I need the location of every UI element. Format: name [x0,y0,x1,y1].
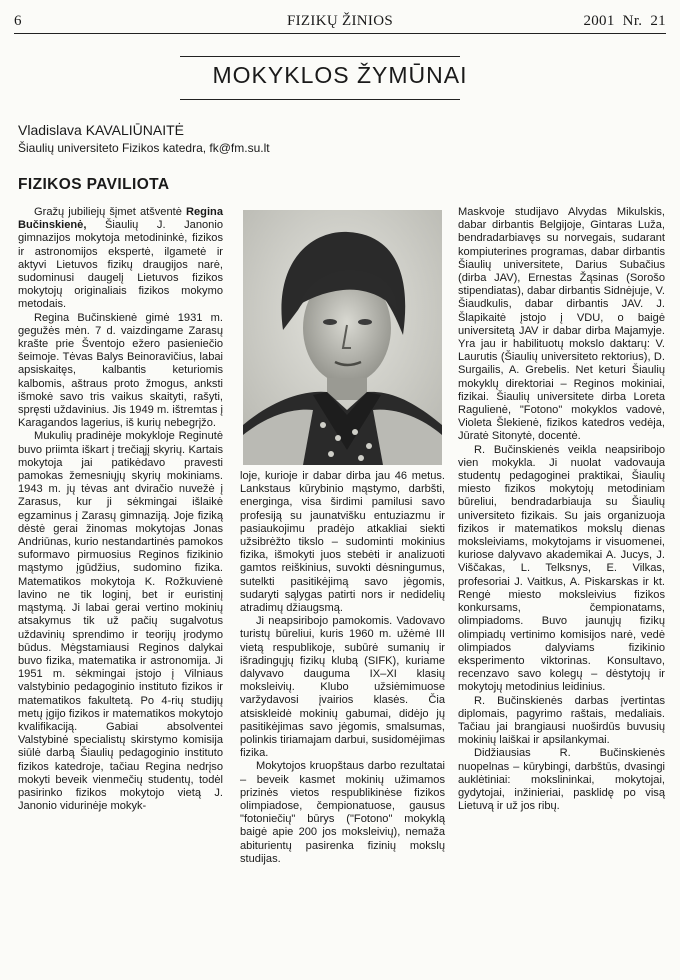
section-rule-top [180,56,460,57]
paragraph: Didžiausias R. Bučinskienės nuopelnas – kūrybingi, darbštūs, dvasingi auklėtiniai: mokslininkai, mokytojai, gydytojai, inžinieriai, pasklidę po visą Lietuvą ir už jos ribų. [458,747,665,813]
issue-label: 2001 Nr. 21 [583,13,666,29]
paragraph-rest: Šiaulių J. Janonio gimnazijos mokytoja metodininkė, fizikos ir astronomijos ekspertė, ilgametė ir aktyvi Lietuvos fizikų draugijos narė, sudominusi daugelį Lietuvos fizikos mokytojų originaliais fizikos mokymo metodais. [18,219,223,311]
paragraph: loje, kurioje ir dabar dirba jau 46 metus. Lankstaus kūrybinio mąstymo, darbšti, energinga, visa širdimi pamilusi savo profesiją su jaunatvišku entuziazmu ir pasiaukojimu pradėjo atkakliai siekti užsibrėžto tikslo – sudominti mokinius fizika, išmokyti juos stebėti ir analizuoti gamtos reiškinius, suvokti dėsningumus, sutelkti pasitikėjimą savo jėgomis, sudaryti sąlygas patirti nors ir nedidelių atradimų džiaugsmą. [240,470,445,615]
text-column-3 [458,206,665,813]
paragraph: Ji neapsiribojo pamokomis. Vadovavo turistų būreliui, kuris 1960 m. užėmė III vietą respublikoje, subūrė sumanių ir išradingųjų fizikų klubą (SIFK), kuriame dalyvavo dauguma IX–XI klasių moksleivių. Klubo užsiėmimuose varžydavosi įvairios klasės. Čia atsiskleidė mokinių gabumai, didėjo jų pasitikėjimas savo jėgomis, smalsumas, polinkis tiriamajam darbui, susidomėjimas fizika. [240,615,445,760]
journal-title: FIZIKŲ ŽINIOS [287,13,393,29]
text-column-2 [240,470,445,866]
section-title: MOKYKLOS ŽYMŪNAI [212,62,468,88]
paragraph: Mokytojos kruopštaus darbo rezultatai – beveik kasmet mokinių užimamos prizinės vietos respublikinėse fizikos olimpiadose, čempionatuose, gausus "fotoniečių" būrys ("Fotono" mokyklą baigė apie 200 jos moksleivių), nemaža abiturientų pasirenka fizinių mokslų studijas. [240,760,445,865]
paragraph: R. Bučinskienės veikla neapsiribojo vien mokykla. Ji nuolat vadovauja studentų pedagoginei praktikai, Šiaulių miesto fizikos mokytojų metodiniam būreliui, bendradarbiauja su Šiaulių universiteto fizikais. Su jais organizuoja fizikos ir matematikos mokslų dienas moksleiviams, mokytojams ir visuomenei, kuriose dalyvavo akademikai A. Jucys, J. Viščakas, L. Telksnys, E. Vilkas, profesoriai J. Vaitkus, A. Piskarskas ir kt. Rengė miesto moksleivius fizikos konkursams, čempionatams, olimpiadoms. Buvo jaunųjų fizikų olimpiadų vertinimo komisijos narė, vedė olimpiados dalyviams fizikinio eksperimento viktorinas. Konsultavo, recenzavo savo kolegų – dėstytojų ir mokytojų metodinius leidinius. [458,443,665,694]
paragraph: Maskvoje studijavo Alvydas Mikulskis, dabar dirbantis Belgijoje, Gintaras Luža, bendradarbiavęs su norvegais, sudarant kompiuterines programas, dabar dirbantis Šiaulių universitete, Darius Subačius (dirba JAV), Ernestas Žąsinas (Sorošo stipendiatas), dabar dirbantis Sidnėjuje, V. Šiaudkulis, dabar dirbantis JAV. J. Šlapikaitė įstojo į VDU, o baigė universitetą JAV ir dabar dirba Majamyje. Yra jau ir habilituotų mokslo daktarų: V. Laurutis (Šiaulių universiteto rektorius), D. Surgailis, A. Grebelis. Net keturi Šiaulių mokyklų direktoriai – Reginos mokiniai, fizikai. Šiaulių universitete dirba Loreta Ragulienė, "Fotono" mokyklos vadovė, Violeta Šlekienė, fizikos katedros vedėja, Jūratė Sitonytė, docentė. [458,206,665,443]
section-rule-bottom [180,99,460,100]
page-number: 6 [14,13,22,29]
author-last-name: KAVALIŪNAITĖ [85,122,185,138]
article-title: FIZIKOS PAVILIOTA [18,176,170,193]
paragraph: Regina Bučinskienė gimė 1931 m. gegužės mėn. 7 d. vaizdingame Zarasų krašte prie Šventojo ežero pasieniečio šeimoje. Tėvas Balys Beinoravičius, labai apsiskaitęs, kalbantis keturiomis kalbomis, aštraus proto žmogus, anksti išmokė savo tris vaikus skaityti, rašyti, spręsti uždavinius. Jis 1949 m. ištremtas į Karagandos lagerius, iš kurių nebegrįžo. [18,311,223,430]
subject-name: Regina Bučinskienė, [18,206,223,232]
author-affiliation: Šiaulių universiteto Fizikos katedra, fk@fm.su.lt [18,141,270,155]
text-column-1 [18,206,223,813]
paragraph [18,206,223,312]
author-line [18,122,184,138]
portrait-photo [243,210,442,465]
running-head [14,8,666,34]
paragraph: R. Bučinskienės darbas įvertintas diplomais, pagyrimo raštais, medaliais. Tačiau jai brangiausi nuoširdūs buvusių mokinių laiškai ir apsilankymai. [458,694,665,747]
author-first-name: Vladislava [18,122,82,138]
paragraph: Mukulių pradinėje mokykloje Reginutė buvo priimta iškart į trečiąjį skyrių. Kartais mokytoja jai patikėdavo pravesti pamokas žemesniųjų skyrių mokiniams. 1943 m. jų tėvas ant dviračio nuvežė į Zarasus, kur ji sėkmingai išlaikė egzaminus į Zarasų gimnaziją. Joje fiziką dėstė gerai žinomas mokytojas Jonas Andriūnas, kurio nestandartinės pamokos suformavo pirmuosius Reginos fizikinio mąstymo įgūdžius, sudomino fizika. Matematikos mokytoja K. Rožkuvienė lavino ne tik loginį, bet ir euristinį mąstymą. Ji labai gerai vertino mokinių atsakymus tik už pačių sugalvotus uždavinių sprendimo ir teorijų įrodymo būdus. Mėgstamiausi Reginos dalykai buvo fizika, matematika ir astronomija. Ji 1951 m. sėkmingai įstojo į Vilniaus valstybinio pedagoginio instituto fizikos ir matematikos fakultetą. Po 4-rių studijų metų įgijo fizikos ir matematikos mokytojo kvalifikaciją. Gabiai absolventei Valstybinė specialistų skirstymo komisija siūlė darbą Šiaulių pedagoginio instituto fizikos katedroje, tačiau Regina nedrįso mokyti beveik vienmečių studentų, todėl pasirinko fizikos mokytojo vietą J. Janonio vidurinėje mokyk- [18,430,223,813]
paragraph-lead: Gražų jubiliejų šįmet atšventė [34,206,182,218]
portrait-image [243,210,442,465]
